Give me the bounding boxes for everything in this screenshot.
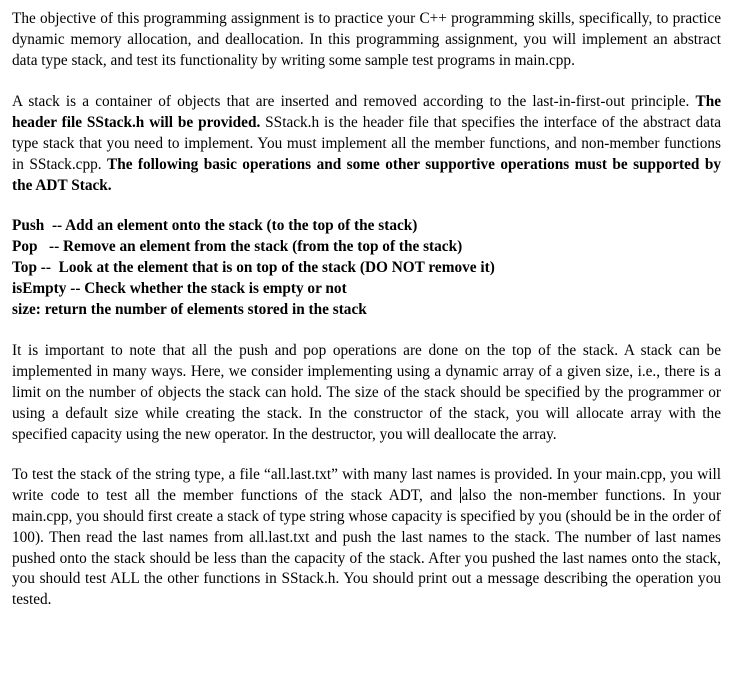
implementation-paragraph: It is important to note that all the push and pop operations are done on the top of the stack. A stack can be implemented in many ways. Here, we consider implementing using a dynamic array of a given size, i.e., there is a limit on the number of objects the stack can hold. The size of the stack should be specified by the programmer or using a default size while creating the stack. In the constructor of the stack, you will allocate array with the specified capacity using the new operator. In the destructor, you will deallocate the array. bbox=[12, 342, 721, 443]
operation-size: size: return the number of elements stored in the stack bbox=[12, 300, 367, 318]
operations-list bbox=[12, 216, 721, 320]
interface-description: SStack.h is the header file that specifies the interface of the abstract data type stack that you need to implement. You must implement all the member functions, and non-member functions in SStack.cpp. bbox=[12, 114, 721, 173]
document-body bbox=[12, 9, 721, 611]
operation-top: Top -- Look at the element that is on top of the stack (DO NOT remove it) bbox=[12, 258, 495, 276]
operations-intro: The following basic operations and some other supportive operations must be supported by the ADT Stack. bbox=[12, 155, 721, 194]
header-file-note: The header file SStack.h will be provided. bbox=[12, 93, 721, 132]
testing-text-start: To test the stack of the string type, a file “all.last.txt” with many last names is provided. In your main.cpp, you will write code to test all the member functions of the stack ADT, and bbox=[12, 466, 721, 505]
operation-isempty: isEmpty -- Check whether the stack is empty or not bbox=[12, 279, 347, 297]
testing-text-end: also the non-member functions. In your main.cpp, you should first create a stack of type string whose capacity is specified by you (should be in the order of 100). Then read the last names from all.last.txt and push the last names to the stack. The number of last names pushed onto the stack should be less than the capacity of the stack. After you pushed the last names onto the stack, you should test ALL the other functions in SStack.h. You should print out a message describing the operation you tested. bbox=[12, 487, 721, 609]
text-cursor bbox=[460, 487, 461, 503]
operation-push: Push -- Add an element onto the stack (to the top of the stack) bbox=[12, 217, 418, 235]
intro-paragraph: The objective of this programming assignment is to practice your C++ programming skills, specifically, to practice dynamic memory allocation, and deallocation. In this programming assignment, you will implement an abstract data type stack, and test its functionality by writing some sample test programs in main.cpp. bbox=[12, 10, 721, 69]
stack-definition-text: A stack is a container of objects that are inserted and removed according to the last-in-first-out principle. bbox=[12, 93, 696, 111]
stack-definition-paragraph bbox=[12, 92, 721, 196]
operation-pop: Pop -- Remove an element from the stack (from the top of the stack) bbox=[12, 238, 463, 256]
testing-paragraph bbox=[12, 465, 721, 611]
